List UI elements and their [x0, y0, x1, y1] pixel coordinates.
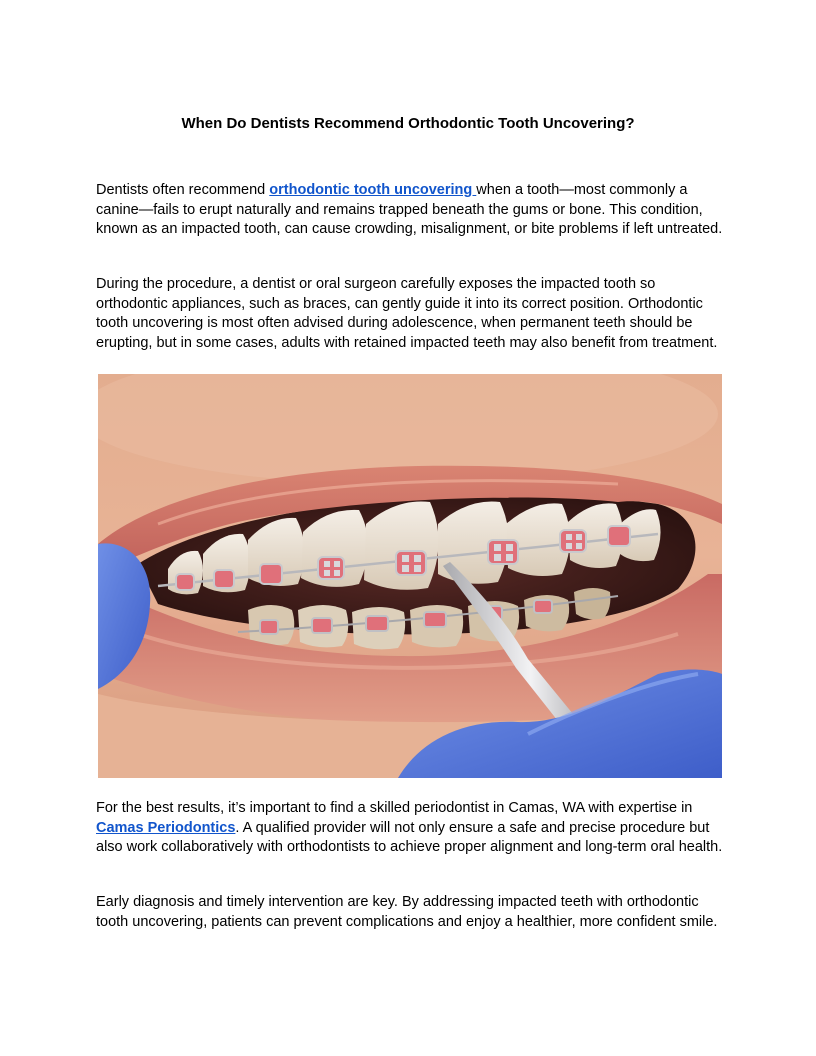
orthodontic-tooth-uncovering-link[interactable]: orthodontic tooth uncovering: [269, 182, 477, 198]
paragraph-intro-text-end: when a tooth—most commonly a canine—fails to erupt naturally and remains trapped beneath the gums or bone. This condition, known as an impacted tooth, can cause crowding, misalignment, or bite problems if left untreated.: [96, 182, 723, 237]
paragraph-periodontist: [96, 799, 724, 858]
paragraph-periodontist-text-start: For the best results, it’s important to find a skilled periodontist in Camas, WA with expertise in: [96, 800, 693, 816]
paragraph-intro: [96, 181, 724, 240]
paragraph-periodontist-text-end: . A qualified provider will not only ensure a safe and precise procedure but also work collaboratively with orthodontists to achieve proper alignment and long-term oral health.: [96, 819, 723, 855]
paragraph-conclusion: Early diagnosis and timely intervention are key. By addressing impacted teeth with orthodontic tooth uncovering, patients can prevent complications and enjoy a healthier, more confident smile.: [96, 894, 718, 930]
braces-photo: [98, 374, 722, 778]
document-title: When Do Dentists Recommend Orthodontic Tooth Uncovering?: [181, 115, 635, 132]
paragraph-procedure: During the procedure, a dentist or oral surgeon carefully exposes the impacted tooth so orthodontic appliances, such as braces, can gently guide it into its correct position. Orthodontic tooth uncovering is most often advised during adolescence, when permanent teeth should be erupting, but in some cases, adults with retained impacted teeth may also benefit from treatment.: [96, 276, 718, 351]
camas-periodontics-link[interactable]: Camas Periodontics: [96, 819, 236, 836]
paragraph-intro-text-start: Dentists often recommend: [96, 182, 270, 198]
